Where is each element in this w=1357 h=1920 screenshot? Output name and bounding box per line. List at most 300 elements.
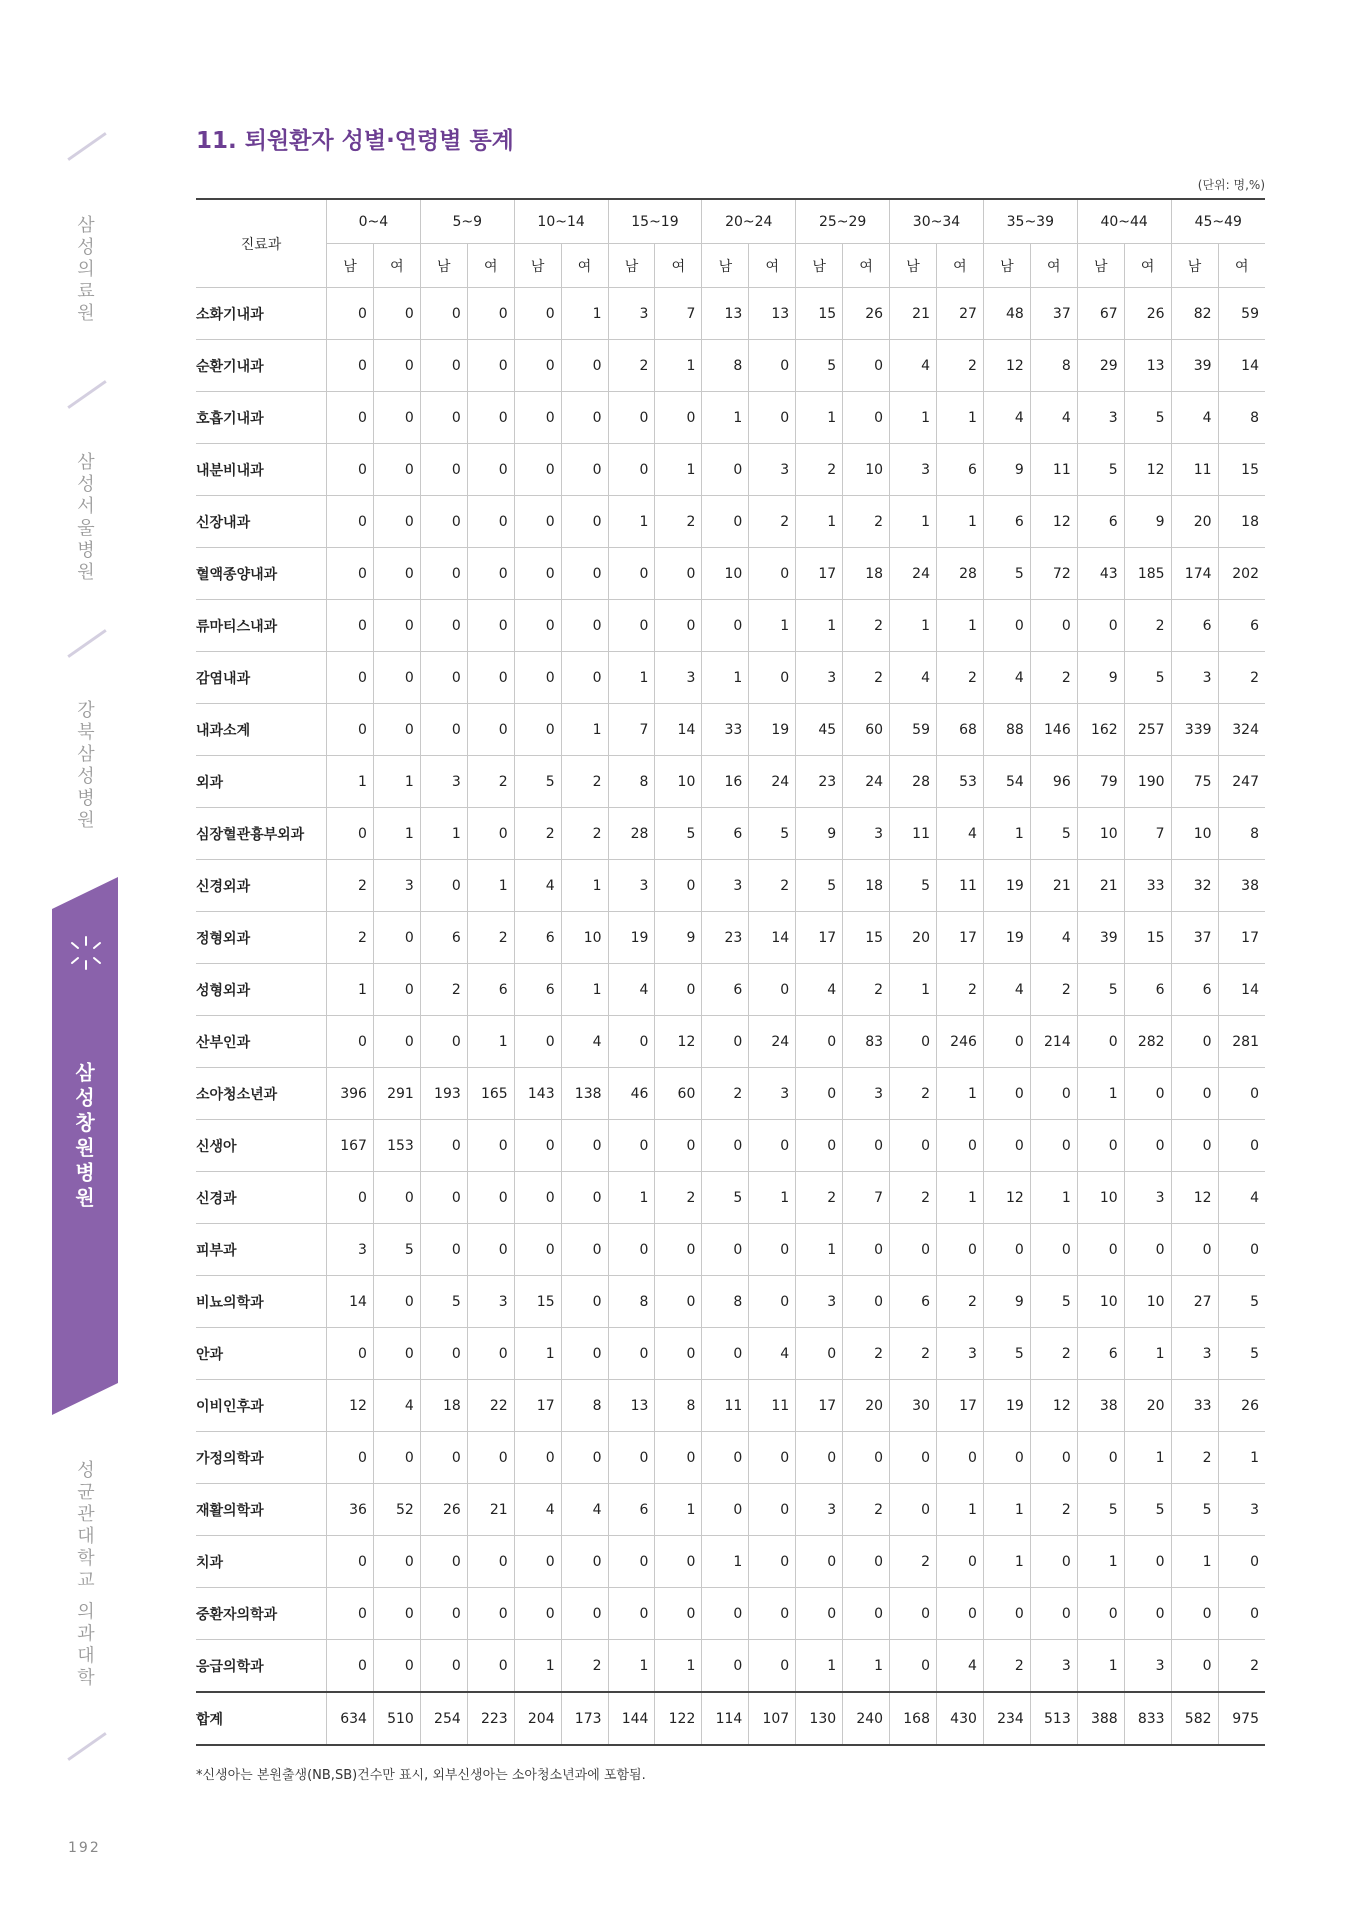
sidebar-item-samsung-medical-center[interactable]: 삼성의료원 (74, 215, 95, 325)
table-cell: 1 (608, 1640, 655, 1693)
table-cell: 0 (373, 444, 420, 496)
dept-name: 성형외과 (196, 964, 327, 1016)
table-cell: 2 (843, 496, 890, 548)
age-group-header: 25~29 (796, 199, 890, 244)
table-row (196, 808, 1265, 860)
table-cell: 4 (796, 964, 843, 1016)
table-cell: 2 (561, 808, 608, 860)
table-cell: 20 (1171, 496, 1218, 548)
table-cell: 0 (420, 1432, 467, 1484)
table-cell: 3 (608, 860, 655, 912)
table-cell: 0 (373, 392, 420, 444)
table-cell: 3 (608, 288, 655, 340)
table-row (196, 1432, 1265, 1484)
table-cell: 0 (467, 1640, 514, 1693)
table-row (196, 548, 1265, 600)
table-cell: 1 (890, 392, 937, 444)
table-cell: 3 (749, 1068, 796, 1120)
table-cell: 3 (467, 1276, 514, 1328)
table-cell: 2 (1171, 1432, 1218, 1484)
table-cell: 146 (1030, 704, 1077, 756)
table-cell: 0 (796, 1068, 843, 1120)
table-cell: 60 (655, 1068, 702, 1120)
table-row (196, 1016, 1265, 1068)
table-row (196, 912, 1265, 964)
table-cell: 0 (467, 496, 514, 548)
table-cell: 0 (749, 1276, 796, 1328)
table-cell: 4 (514, 860, 561, 912)
table-row (196, 1120, 1265, 1172)
table-cell: 1 (1077, 1068, 1124, 1120)
table-cell: 3 (796, 652, 843, 704)
table-cell: 0 (702, 496, 749, 548)
table-cell: 4 (373, 1380, 420, 1432)
table-cell: 0 (373, 704, 420, 756)
table-cell: 0 (655, 600, 702, 652)
table-cell: 0 (373, 548, 420, 600)
table-cell: 33 (1171, 1380, 1218, 1432)
male-column-header: 남 (890, 244, 937, 288)
table-cell: 0 (1171, 1068, 1218, 1120)
table-cell: 3 (702, 860, 749, 912)
table-cell: 5 (1077, 1484, 1124, 1536)
table-cell: 27 (936, 288, 983, 340)
table-cell: 0 (983, 600, 1030, 652)
table-cell: 0 (420, 652, 467, 704)
table-cell: 2 (1218, 652, 1265, 704)
table-cell: 11 (936, 860, 983, 912)
table-row (196, 1380, 1265, 1432)
table-cell: 3 (420, 756, 467, 808)
table-cell: 9 (796, 808, 843, 860)
table-cell: 0 (327, 1432, 374, 1484)
table-cell: 9 (655, 912, 702, 964)
dept-name: 비뇨의학과 (196, 1276, 327, 1328)
table-cell: 15 (843, 912, 890, 964)
table-cell: 9 (983, 444, 1030, 496)
table-cell: 38 (1218, 860, 1265, 912)
table-cell: 4 (1171, 392, 1218, 444)
table-cell: 0 (1218, 1068, 1265, 1120)
table-cell: 114 (702, 1692, 749, 1745)
table-cell: 388 (1077, 1692, 1124, 1745)
table-cell: 0 (936, 1120, 983, 1172)
table-cell: 20 (1124, 1380, 1171, 1432)
dept-name: 중환자의학과 (196, 1588, 327, 1640)
table-cell: 8 (608, 756, 655, 808)
table-cell: 6 (702, 964, 749, 1016)
total-row (196, 1692, 1265, 1745)
table-cell: 0 (467, 808, 514, 860)
table-cell: 0 (420, 392, 467, 444)
female-column-header: 여 (1218, 244, 1265, 288)
table-cell: 1 (936, 1068, 983, 1120)
table-cell: 38 (1077, 1380, 1124, 1432)
table-cell: 21 (890, 288, 937, 340)
page-title: 11. 퇴원환자 성별·연령별 통계 (196, 128, 514, 154)
table-row (196, 1484, 1265, 1536)
table-cell: 0 (1077, 1224, 1124, 1276)
table-cell: 0 (327, 704, 374, 756)
table-cell: 202 (1218, 548, 1265, 600)
female-column-header: 여 (655, 244, 702, 288)
table-cell: 1 (843, 1640, 890, 1693)
table-cell: 173 (561, 1692, 608, 1745)
dept-name: 혈액종양내과 (196, 548, 327, 600)
table-cell: 1 (796, 1640, 843, 1693)
table-cell: 24 (749, 756, 796, 808)
table-cell: 0 (1218, 1224, 1265, 1276)
table-row (196, 1224, 1265, 1276)
table-cell: 0 (420, 1536, 467, 1588)
table-cell: 0 (420, 1588, 467, 1640)
table-cell: 0 (702, 600, 749, 652)
table-cell: 0 (514, 548, 561, 600)
table-cell: 0 (1077, 1432, 1124, 1484)
table-cell: 0 (1077, 1120, 1124, 1172)
table-cell: 0 (420, 288, 467, 340)
table-cell: 1 (1124, 1432, 1171, 1484)
table-cell: 12 (1171, 1172, 1218, 1224)
table-row (196, 964, 1265, 1016)
table-cell: 0 (1030, 1588, 1077, 1640)
sidebar-item-skku-medical-school[interactable]: 성균관대학교 의과대학 (74, 1460, 95, 1690)
table-cell: 8 (1218, 392, 1265, 444)
table-cell: 0 (420, 1172, 467, 1224)
table-row (196, 860, 1265, 912)
table-cell: 167 (327, 1120, 374, 1172)
table-cell: 0 (1030, 1536, 1077, 1588)
table-cell: 21 (1077, 860, 1124, 912)
table-cell: 0 (373, 340, 420, 392)
table-cell: 6 (1124, 964, 1171, 1016)
table-cell: 214 (1030, 1016, 1077, 1068)
table-cell: 20 (890, 912, 937, 964)
sidebar-item-samsung-seoul-hospital[interactable]: 삼성서울병원 (74, 452, 95, 584)
table-cell: 16 (702, 756, 749, 808)
dept-name: 외과 (196, 756, 327, 808)
table-cell: 2 (467, 912, 514, 964)
table-cell: 12 (1030, 1380, 1077, 1432)
table-cell: 3 (1171, 652, 1218, 704)
table-cell: 0 (608, 1120, 655, 1172)
table-cell: 3 (327, 1224, 374, 1276)
age-group-header: 45~49 (1171, 199, 1265, 244)
table-cell: 6 (514, 912, 561, 964)
table-cell: 2 (420, 964, 467, 1016)
table-cell: 1 (327, 964, 374, 1016)
divider-slash (67, 1732, 106, 1761)
table-cell: 1 (655, 340, 702, 392)
table-cell: 0 (514, 704, 561, 756)
table-cell: 1 (467, 860, 514, 912)
table-cell: 0 (1030, 1224, 1077, 1276)
table-cell: 0 (655, 860, 702, 912)
table-row (196, 652, 1265, 704)
table-cell: 0 (514, 392, 561, 444)
table-cell: 0 (608, 1224, 655, 1276)
table-cell: 193 (420, 1068, 467, 1120)
table-cell: 8 (702, 1276, 749, 1328)
table-row (196, 288, 1265, 340)
table-cell: 0 (373, 1536, 420, 1588)
table-cell: 0 (936, 1432, 983, 1484)
table-cell: 0 (890, 1016, 937, 1068)
table-cell: 1 (936, 1172, 983, 1224)
table-row (196, 600, 1265, 652)
table-cell: 0 (467, 1432, 514, 1484)
table-cell: 0 (373, 1432, 420, 1484)
table-cell: 2 (936, 1276, 983, 1328)
table-cell: 0 (983, 1016, 1030, 1068)
table-cell: 75 (1171, 756, 1218, 808)
table-cell: 4 (983, 392, 1030, 444)
divider-slash (67, 380, 106, 409)
table-cell: 0 (467, 1328, 514, 1380)
table-cell: 3 (1171, 1328, 1218, 1380)
male-column-header: 남 (1077, 244, 1124, 288)
table-cell: 0 (1030, 1432, 1077, 1484)
table-cell: 1 (890, 600, 937, 652)
table-cell: 4 (936, 1640, 983, 1693)
table-cell: 339 (1171, 704, 1218, 756)
table-row (196, 1588, 1265, 1640)
table-cell: 3 (1077, 392, 1124, 444)
table-cell: 0 (467, 1536, 514, 1588)
table-cell: 0 (1171, 1120, 1218, 1172)
table-cell: 3 (1218, 1484, 1265, 1536)
table-cell: 246 (936, 1016, 983, 1068)
table-cell: 20 (843, 1380, 890, 1432)
table-cell: 4 (561, 1016, 608, 1068)
table-cell: 143 (514, 1068, 561, 1120)
sidebar-item-kangbuk-samsung-hospital[interactable]: 강북삼성병원 (74, 700, 95, 832)
table-cell: 0 (655, 1120, 702, 1172)
table-cell: 144 (608, 1692, 655, 1745)
table-cell: 0 (655, 1536, 702, 1588)
table-cell: 0 (467, 548, 514, 600)
table-cell: 0 (420, 704, 467, 756)
table-cell: 0 (327, 548, 374, 600)
table-cell: 59 (1218, 288, 1265, 340)
table-cell: 2 (890, 1328, 937, 1380)
table-cell: 4 (890, 652, 937, 704)
table-cell: 6 (1077, 1328, 1124, 1380)
table-cell: 0 (420, 600, 467, 652)
table-cell: 1 (936, 600, 983, 652)
table-cell: 1 (890, 964, 937, 1016)
divider-slash (67, 132, 106, 161)
dept-name: 응급의학과 (196, 1640, 327, 1693)
table-cell: 0 (420, 1016, 467, 1068)
table-cell: 5 (1030, 808, 1077, 860)
table-cell: 0 (655, 1224, 702, 1276)
table-cell: 15 (1218, 444, 1265, 496)
table-cell: 833 (1124, 1692, 1171, 1745)
table-cell: 67 (1077, 288, 1124, 340)
table-cell: 0 (1124, 1224, 1171, 1276)
table-cell: 2 (843, 964, 890, 1016)
dept-column-header: 진료과 (196, 199, 327, 288)
dept-name: 정형외과 (196, 912, 327, 964)
table-cell: 0 (373, 1640, 420, 1693)
table-cell: 223 (467, 1692, 514, 1745)
table-cell: 0 (467, 652, 514, 704)
table-cell: 0 (608, 548, 655, 600)
table-cell: 15 (1124, 912, 1171, 964)
table-cell: 0 (1218, 1536, 1265, 1588)
table-cell: 10 (1124, 1276, 1171, 1328)
table-cell: 0 (890, 1640, 937, 1693)
table-cell: 0 (796, 1120, 843, 1172)
table-cell: 0 (467, 1588, 514, 1640)
table-cell: 185 (1124, 548, 1171, 600)
table-cell: 4 (608, 964, 655, 1016)
table-cell: 5 (373, 1224, 420, 1276)
table-cell: 2 (1030, 964, 1077, 1016)
table-cell: 33 (1124, 860, 1171, 912)
table-cell: 1 (936, 392, 983, 444)
table-cell: 0 (890, 1432, 937, 1484)
table-cell: 36 (327, 1484, 374, 1536)
table-cell: 0 (327, 288, 374, 340)
table-cell: 234 (983, 1692, 1030, 1745)
table-cell: 0 (702, 1120, 749, 1172)
table-cell: 1 (936, 1484, 983, 1536)
table-cell: 6 (1218, 600, 1265, 652)
table-cell: 0 (373, 288, 420, 340)
table-cell: 0 (1218, 1120, 1265, 1172)
table-cell: 0 (561, 496, 608, 548)
table-cell: 8 (655, 1380, 702, 1432)
table-cell: 0 (655, 1328, 702, 1380)
table-cell: 0 (1124, 1588, 1171, 1640)
table-cell: 282 (1124, 1016, 1171, 1068)
table-cell: 0 (1030, 1068, 1077, 1120)
table-cell: 0 (420, 444, 467, 496)
table-cell: 11 (890, 808, 937, 860)
table-cell: 1 (561, 704, 608, 756)
table-cell: 15 (796, 288, 843, 340)
table-cell: 2 (843, 1484, 890, 1536)
table-cell: 21 (1030, 860, 1077, 912)
table-cell: 0 (608, 1588, 655, 1640)
male-column-header: 남 (420, 244, 467, 288)
table-cell: 1 (702, 652, 749, 704)
table-cell: 1 (373, 756, 420, 808)
table-cell: 3 (843, 808, 890, 860)
table-cell: 0 (1124, 1068, 1171, 1120)
table-cell: 12 (1030, 496, 1077, 548)
male-column-header: 남 (702, 244, 749, 288)
table-cell: 0 (420, 496, 467, 548)
table-cell: 0 (561, 1172, 608, 1224)
table-cell: 68 (936, 704, 983, 756)
female-column-header: 여 (1124, 244, 1171, 288)
table-cell: 0 (514, 1588, 561, 1640)
table-cell: 2 (843, 652, 890, 704)
table-cell: 2 (514, 808, 561, 860)
table-cell: 0 (373, 496, 420, 548)
table-cell: 0 (327, 808, 374, 860)
table-cell: 0 (561, 444, 608, 496)
table-cell: 0 (749, 392, 796, 444)
table-cell: 6 (467, 964, 514, 1016)
age-group-header: 35~39 (983, 199, 1077, 244)
table-cell: 975 (1218, 1692, 1265, 1745)
table-cell: 1 (1218, 1432, 1265, 1484)
table-cell: 10 (561, 912, 608, 964)
table-cell: 8 (561, 1380, 608, 1432)
table-cell: 8 (1030, 340, 1077, 392)
table-row (196, 392, 1265, 444)
table-cell: 130 (796, 1692, 843, 1745)
table-cell: 7 (1124, 808, 1171, 860)
table-cell: 13 (608, 1380, 655, 1432)
table-cell: 0 (373, 1328, 420, 1380)
table-cell: 0 (327, 652, 374, 704)
dept-name: 류마티스내과 (196, 600, 327, 652)
table-cell: 247 (1218, 756, 1265, 808)
table-cell: 6 (983, 496, 1030, 548)
table-cell: 1 (373, 808, 420, 860)
table-cell: 1 (608, 652, 655, 704)
table-cell: 7 (655, 288, 702, 340)
table-cell: 28 (608, 808, 655, 860)
unit-label: (단위: 명,%) (1197, 178, 1265, 192)
table-cell: 11 (702, 1380, 749, 1432)
table-cell: 0 (890, 1120, 937, 1172)
table-cell: 15 (514, 1276, 561, 1328)
table-cell: 2 (1030, 1328, 1077, 1380)
table-cell: 1 (561, 288, 608, 340)
table-cell: 0 (608, 1432, 655, 1484)
table-cell: 24 (749, 1016, 796, 1068)
table-cell: 5 (796, 340, 843, 392)
table-cell: 79 (1077, 756, 1124, 808)
table-cell: 0 (1030, 1120, 1077, 1172)
table-cell: 3 (936, 1328, 983, 1380)
table-cell: 0 (514, 1016, 561, 1068)
table-cell: 107 (749, 1692, 796, 1745)
table-cell: 2 (890, 1068, 937, 1120)
table-cell: 26 (843, 288, 890, 340)
table-row (196, 340, 1265, 392)
table-row (196, 1640, 1265, 1693)
table-cell: 0 (420, 1640, 467, 1693)
table-cell: 26 (420, 1484, 467, 1536)
table-cell: 0 (561, 392, 608, 444)
dept-name: 심장혈관흉부외과 (196, 808, 327, 860)
sidebar-item-samsung-changwon-hospital[interactable]: 삼성창원병원 (71, 1062, 96, 1212)
table-cell: 0 (608, 392, 655, 444)
table-cell: 0 (983, 1068, 1030, 1120)
table-cell: 17 (796, 548, 843, 600)
table-cell: 12 (983, 1172, 1030, 1224)
table-cell: 0 (702, 444, 749, 496)
male-column-header: 남 (983, 244, 1030, 288)
table-cell: 43 (1077, 548, 1124, 600)
table-cell: 24 (843, 756, 890, 808)
table-cell: 30 (890, 1380, 937, 1432)
table-cell: 0 (467, 392, 514, 444)
table-cell: 0 (890, 1484, 937, 1536)
table-cell: 6 (702, 808, 749, 860)
table-cell: 634 (327, 1692, 374, 1745)
table-row (196, 444, 1265, 496)
table-cell: 0 (561, 1588, 608, 1640)
table-cell: 2 (890, 1536, 937, 1588)
